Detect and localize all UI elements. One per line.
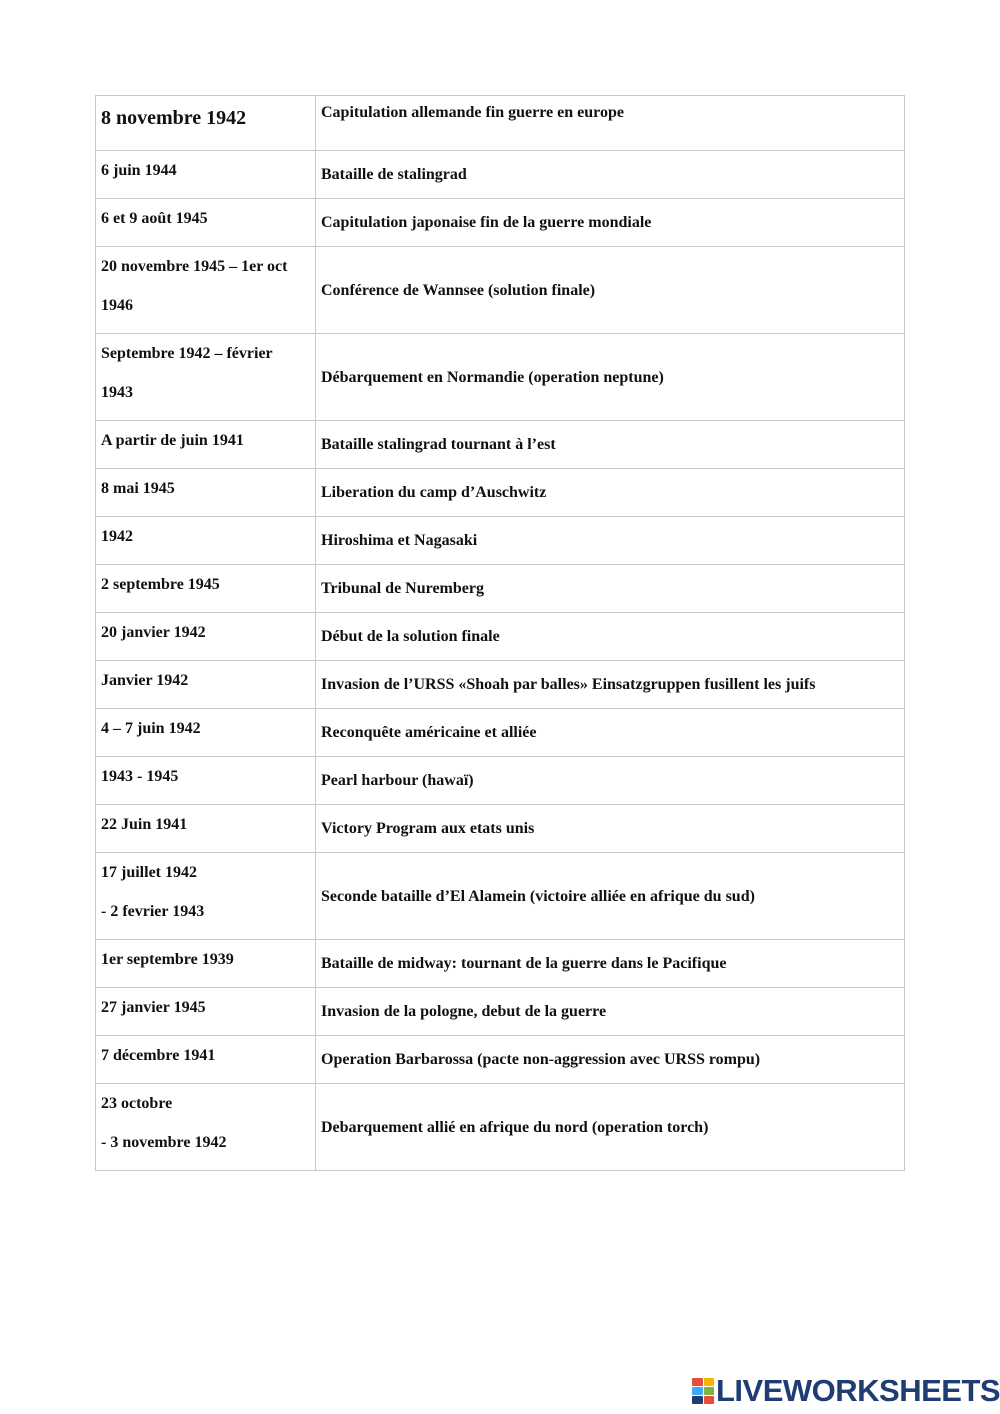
date-cell xyxy=(96,709,316,757)
event-label: Operation Barbarossa (pacte non-aggression avec URSS rompu) xyxy=(321,1051,761,1068)
event-cell xyxy=(316,469,905,517)
table-row xyxy=(96,940,905,988)
date-cell xyxy=(96,96,316,151)
logo-square xyxy=(692,1396,703,1404)
event-label: Tribunal de Nuremberg xyxy=(321,580,484,597)
date-line: 22 Juin 1941 xyxy=(101,816,188,833)
date-line: 1946 xyxy=(101,297,133,314)
date-line: Septembre 1942 – février xyxy=(101,345,273,362)
date-line: A partir de juin 1941 xyxy=(101,432,244,449)
event-label: Conférence de Wannsee (solution finale) xyxy=(321,281,596,299)
date-line: 2 septembre 1945 xyxy=(101,576,220,593)
date-line: 6 et 9 août 1945 xyxy=(101,210,208,227)
table-row xyxy=(96,96,905,151)
event-cell xyxy=(316,988,905,1036)
event-label: Seconde bataille d’El Alamein (victoire alliée en afrique du sud) xyxy=(321,887,755,905)
logo-square xyxy=(704,1396,715,1404)
table-row xyxy=(96,151,905,199)
date-line: 1943 xyxy=(101,384,133,401)
event-cell xyxy=(316,805,905,853)
event-label: Invasion de la pologne, debut de la guerre xyxy=(321,1003,607,1020)
table-row xyxy=(96,469,905,517)
event-label: Capitulation allemande fin guerre en europe xyxy=(321,104,624,121)
event-cell xyxy=(316,96,905,151)
date-line: 17 juillet 1942 xyxy=(101,864,197,881)
events-matching-table xyxy=(95,95,905,1171)
date-cell xyxy=(96,805,316,853)
date-line: 1942 xyxy=(101,528,133,545)
event-cell xyxy=(316,151,905,199)
date-cell xyxy=(96,661,316,709)
date-cell xyxy=(96,469,316,517)
date-cell xyxy=(96,334,316,421)
event-cell xyxy=(316,1084,905,1171)
date-line: 7 décembre 1941 xyxy=(101,1047,216,1064)
date-line: 1er septembre 1939 xyxy=(101,951,234,968)
event-label: Bataille de midway: tournant de la guerre dans le Pacifique xyxy=(321,955,727,972)
date-cell xyxy=(96,517,316,565)
event-label: Hiroshima et Nagasaki xyxy=(321,532,478,549)
table-row xyxy=(96,709,905,757)
date-cell xyxy=(96,757,316,805)
event-cell xyxy=(316,940,905,988)
table-body xyxy=(96,96,905,1171)
table-row xyxy=(96,247,905,334)
date-line: 8 mai 1945 xyxy=(101,480,175,497)
event-cell xyxy=(316,853,905,940)
event-label: Bataille de stalingrad xyxy=(321,166,467,183)
event-cell xyxy=(316,1036,905,1084)
date-line: 23 octobre xyxy=(101,1095,173,1112)
event-label: Debarquement allié en afrique du nord (operation torch) xyxy=(321,1118,709,1136)
date-line: 27 janvier 1945 xyxy=(101,999,206,1016)
table-row xyxy=(96,199,905,247)
date-cell xyxy=(96,247,316,334)
date-cell xyxy=(96,1084,316,1171)
event-cell xyxy=(316,199,905,247)
date-line: 8 novembre 1942 xyxy=(101,107,247,129)
date-cell xyxy=(96,853,316,940)
liveworksheets-brand[interactable] xyxy=(692,1374,1000,1408)
event-label: Débarquement en Normandie (operation neptune) xyxy=(321,368,664,386)
event-cell xyxy=(316,421,905,469)
table-row xyxy=(96,421,905,469)
event-label: Pearl harbour (hawaï) xyxy=(321,772,474,789)
date-cell xyxy=(96,940,316,988)
logo-square xyxy=(692,1378,703,1386)
liveworksheets-logo-icon xyxy=(692,1378,714,1404)
event-cell xyxy=(316,247,905,334)
date-cell xyxy=(96,988,316,1036)
date-line: 6 juin 1944 xyxy=(101,162,177,179)
table-row xyxy=(96,517,905,565)
logo-square xyxy=(704,1387,715,1395)
table-row xyxy=(96,853,905,940)
event-label: Reconquête américaine et alliée xyxy=(321,724,537,741)
date-cell xyxy=(96,1036,316,1084)
date-line: 20 janvier 1942 xyxy=(101,624,206,641)
table-row xyxy=(96,805,905,853)
date-line: Janvier 1942 xyxy=(101,672,189,689)
event-cell xyxy=(316,613,905,661)
event-cell xyxy=(316,334,905,421)
logo-square xyxy=(704,1378,715,1386)
date-line: - 3 novembre 1942 xyxy=(101,1134,227,1151)
table-row xyxy=(96,988,905,1036)
date-cell xyxy=(96,565,316,613)
date-cell xyxy=(96,613,316,661)
table-row xyxy=(96,1036,905,1084)
event-cell xyxy=(316,565,905,613)
event-label: Victory Program aux etats unis xyxy=(321,820,535,837)
event-cell xyxy=(316,517,905,565)
table-row xyxy=(96,757,905,805)
event-label: Liberation du camp d’Auschwitz xyxy=(321,484,547,501)
brand-wordmark: LIVEWORKSHEETS xyxy=(716,1373,1000,1408)
date-cell xyxy=(96,421,316,469)
date-line: 1943 - 1945 xyxy=(101,768,179,785)
event-label: Bataille stalingrad tournant à l’est xyxy=(321,436,556,453)
table-row xyxy=(96,1084,905,1171)
logo-square xyxy=(692,1387,703,1395)
table-row xyxy=(96,661,905,709)
date-cell xyxy=(96,199,316,247)
table-row xyxy=(96,334,905,421)
table-row xyxy=(96,613,905,661)
event-cell xyxy=(316,757,905,805)
event-label: Début de la solution finale xyxy=(321,628,500,645)
table-row xyxy=(96,565,905,613)
event-label: Capitulation japonaise fin de la guerre mondiale xyxy=(321,214,652,231)
date-line: - 2 fevrier 1943 xyxy=(101,903,205,920)
event-cell xyxy=(316,661,905,709)
date-line: 20 novembre 1945 – 1er oct xyxy=(101,258,288,275)
event-label: Invasion de l’URSS «Shoah par balles» Einsatzgruppen fusillent les juifs xyxy=(321,676,816,693)
date-line: 4 – 7 juin 1942 xyxy=(101,720,201,737)
date-cell xyxy=(96,151,316,199)
event-cell xyxy=(316,709,905,757)
